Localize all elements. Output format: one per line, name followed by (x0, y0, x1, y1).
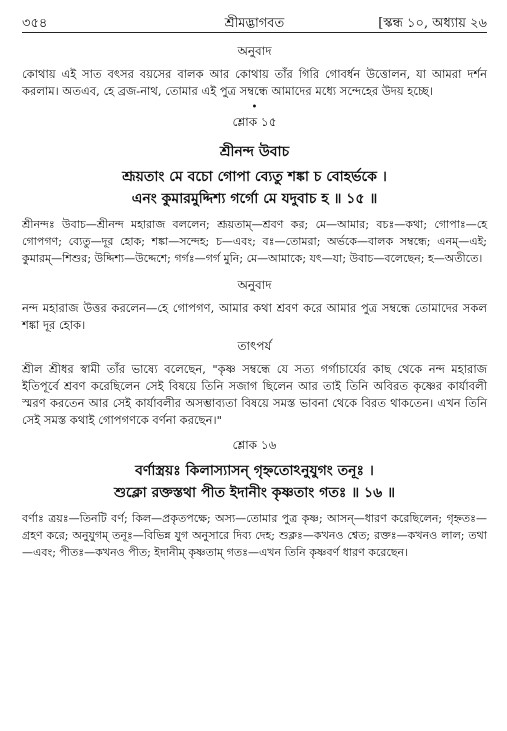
page-number: ৩৫৪ (22, 16, 48, 31)
verse-15-translation-text: নন্দ মহারাজ উত্তর করলেন—হে গোপগণ, আমার কথা শ্রবণ করে আমার পুত্র সম্বন্ধে তোমাদের সকল শঙ্কা দূর হোক। (22, 301, 487, 332)
verse-15-translation-heading: অনুবাদ (237, 278, 272, 292)
page-header (22, 10, 487, 33)
verse-15-speaker: শ্রীনন্দ উবাচ (219, 144, 290, 160)
verse-16-label: শ্লোক ১৬ (232, 438, 277, 452)
verse-15-line-2: এনং কুমারমুদ্দিশ্য গর্গো মে যদুবাচ হ ॥ ১৫ ॥ (131, 191, 378, 207)
purport-heading: তাৎপর্য (237, 339, 272, 353)
verse-16-text (22, 460, 487, 504)
verse-15-label: শ্লোক ১৫ (232, 115, 277, 129)
verse-15-word-meanings: শ্রীনন্দঃ উবাচ—শ্রীনন্দ মহারাজ বললেন; শ্রূয়তাম্—শ্রবণ কর; মে—আমার; বচঃ—কথা; গোপাঃ—হে গোপগণ; ব্যেতু—দূর হোক; শঙ্কা—সন্দেহ; চ—এবং; বঃ—তোমরা; অর্ভকে—বালক সম্বন্ধে; এনম্—এই; কুমারম্—শিশুর; উদ্দিশ্য—উদ্দেশে; গর্গঃ—গর্গ মুনি; মে—আমাকে; যৎ—যা; উবাচ—বলেছেন; হ—অতীতে। (22, 218, 487, 265)
translation-text: কোথায় এই সাত বৎসর বয়সের বালক আর কোথায় তাঁর গিরি গোবর্ধন উত্তোলন, যা আমরা দর্শন করলাম। অতএব, হে ব্রজ-নাথ, তোমার এই পুত্র সম্বন্ধে আমাদের মধ্যে সন্দেহের উদয় হচ্ছে। (22, 67, 487, 98)
verse-16-word-meanings: বর্ণাঃ ত্রয়ঃ—তিনটি বর্ণ; কিল—প্রকৃতপক্ষে; অস্য—তোমার পুত্র কৃষ্ণ; আসন্—ধারণ করেছিলেন; গৃহ্নতঃ—গ্রহণ করে; অনুযুগম্ তনূঃ—বিভিন্ন যুগ অনুসারে দিব্য দেহ; শুক্লঃ—কখনও শ্বেত; রক্তঃ—কখনও লাল; তথা—এবং; পীতঃ—কখনও পীত; ইদানীম্ কৃষ্ণতাম্ গতঃ—এখন তিনি কৃষ্ণবর্ণ ধারণ করেছেন। (22, 512, 487, 559)
verse-15-line-1: শ্রূয়তাং মে বচো গোপা ব্যেতু শঙ্কা চ বোহর্ভকে । (122, 169, 387, 185)
chapter-reference: [স্কন্ধ ১০, অধ্যায় ২৬ (378, 16, 487, 31)
purport-text: শ্রীল শ্রীধর স্বামী তাঁর ভাষ্যে বলেছেন, "কৃষ্ণ সম্বন্ধে যে সত্য গর্গাচার্যের কাছ থেকে নন্দ মহারাজ ইতিপূর্বে শ্রবণ করেছিলেন সেই বিষয়ে তিনি সজাগ ছিলেন আর তাই তিনি অবিরত কৃষ্ণের কার্যাবলী স্মরণ করতেন আর সেই কার্যাবলীর অসম্ভাব্যতা বিষয়ে সমস্ত ভাবনা থেকে বিরত থাকতেন। এখন তিনি সেই সমস্ত কথাই গোপগণকে বর্ণনা করছেন।" (22, 362, 487, 427)
verse-16-line-1: বর্ণাস্ত্রয়ঃ কিলাস্যাসন্ গৃহ্নতোঽনুযুগং তনূঃ । (135, 463, 374, 479)
translation-heading: অনুবাদ (237, 44, 272, 58)
divider-dot: • (251, 102, 258, 113)
verse-16-line-2: শুক্লো রক্তস্তথা পীত ইদানীং কৃষ্ণতাং গতঃ ॥ ১৬ ॥ (114, 485, 395, 501)
book-page (22, 10, 487, 561)
book-title: শ্রীমদ্ভাগবত (224, 16, 285, 31)
verse-15-text (22, 166, 487, 210)
